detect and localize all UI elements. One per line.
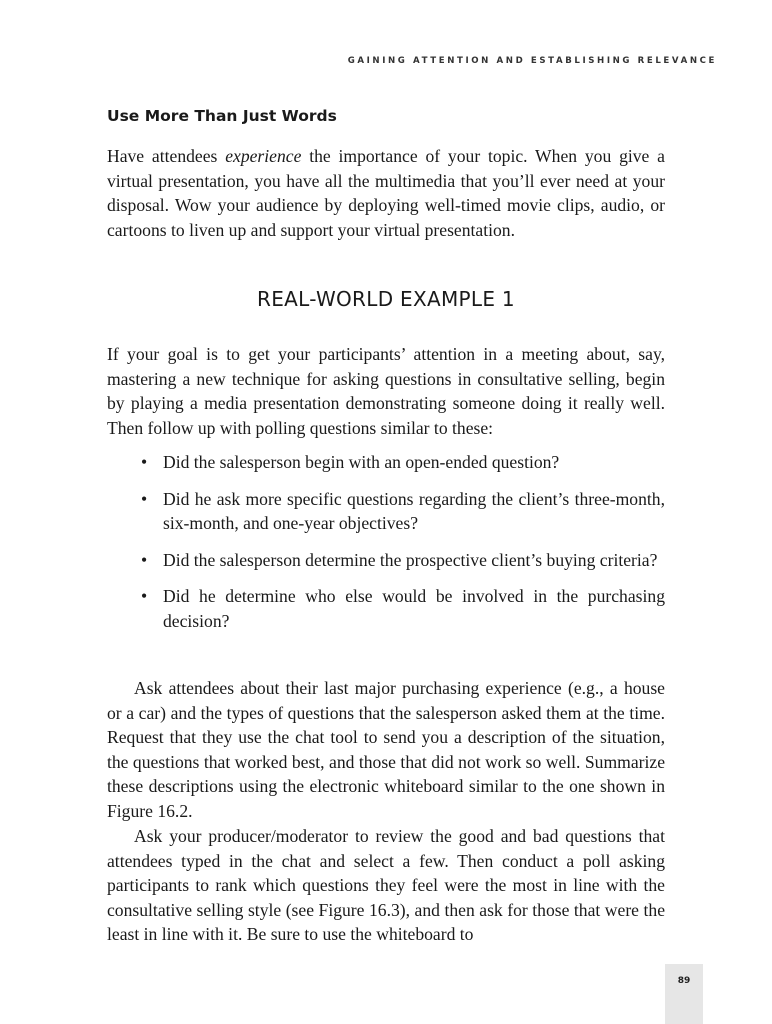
list-item bbox=[107, 487, 665, 536]
polling-questions-list bbox=[107, 450, 665, 646]
body-paragraph: Ask your producer/moderator to review the good and bad questions that attendees typed in the chat and select a few. Then conduct a poll asking participants to rank which questions they feel were the most in line with the consultative selling style (see Figure 16.3), and then ask for those that were the least in line with it. Be sure to use the whiteboard to bbox=[107, 826, 665, 945]
bullet-icon: • bbox=[141, 549, 148, 570]
example-intro-paragraph: If your goal is to get your participants’ attention in a meeting about, say, mastering a new technique for asking questions in consultative selling, begin by playing a media presentation demonstrating someone doing it really well. Then follow up with polling questions similar to these: bbox=[107, 344, 665, 438]
page-content bbox=[107, 104, 665, 945]
bullet-icon: • bbox=[141, 586, 148, 607]
bullet-icon: • bbox=[141, 488, 148, 509]
list-item-text: Did he ask more specific questions regarding the client’s three-month, six-month, and one-year objectives? bbox=[163, 488, 665, 534]
body-paragraph: Ask attendees about their last major purchasing experience (e.g., a house or a car) and the types of questions that the salesperson asked them at the time. Request that they use the chat tool to send you a description of the situation, the questions that worked best, and those that did not work so well. Summarize these descriptions using the electronic whiteboard similar to the one shown in Figure 16.2. bbox=[107, 678, 665, 821]
list-item bbox=[107, 548, 665, 573]
example-title: REAL-WORLD EXAMPLE 1 bbox=[257, 287, 515, 311]
intro-paragraph bbox=[107, 144, 665, 242]
intro-text-start: Have attendees bbox=[107, 146, 226, 166]
bullet-icon: • bbox=[141, 452, 148, 472]
page-number: 89 bbox=[677, 976, 691, 986]
section-heading: Use More Than Just Words bbox=[107, 107, 337, 125]
running-head: GAINING ATTENTION AND ESTABLISHING RELEVANCE bbox=[347, 56, 717, 66]
list-item bbox=[107, 584, 665, 633]
intro-emphasis: experience bbox=[225, 146, 302, 166]
list-item-text: Did he determine who else would be involved in the purchasing decision? bbox=[163, 586, 665, 631]
page-number-tab bbox=[665, 964, 703, 1024]
list-item bbox=[107, 450, 665, 475]
list-item-text: Did the salesperson determine the prospective client’s buying criteria? bbox=[163, 549, 658, 570]
intro-text-end: the importance of your topic. When you give a virtual presentation, you have all the multimedia that you’ll ever need at your disposal. Wow your audience by deploying well-timed movie clips, audio, or cartoons to liven up and support your virtual presentation. bbox=[107, 146, 665, 240]
list-item-text: Did the salesperson begin with an open-ended question? bbox=[163, 452, 560, 472]
